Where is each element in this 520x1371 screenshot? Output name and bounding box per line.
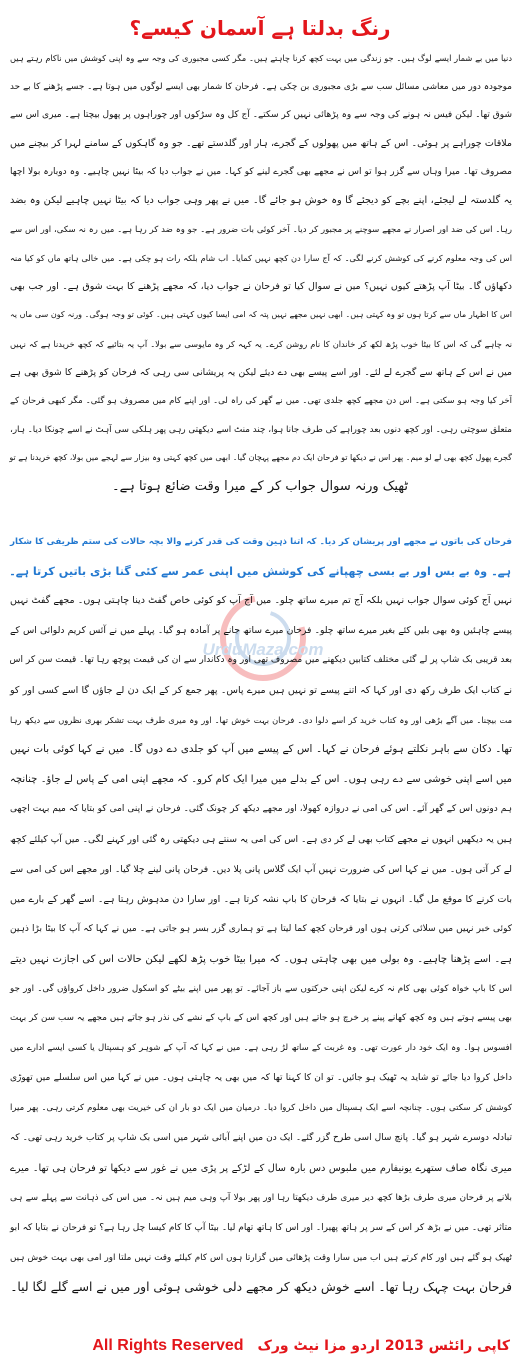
intro-line: میں نے اس کے ہاتھ سے گجرے لے لئے۔ اور اسے پیسے بھی دے دیئے لیکن یہ پریشانی سی رہی کہ فرحان کو پڑھنے کا شوق بھی ہے [10, 366, 512, 378]
intro-line: رہا۔ اس کی ضد اور اصرار نے مجھے سوچنے پر مجبور کر دیا۔ آخر کوئی بات ضرور ہے۔ جو وہ ضد کر رہا ہے۔ میں رہ نہ سکی، اور اس سے [10, 224, 512, 235]
body-line: نے کتاب ایک طرف رکھ دی اور کہا کہ اتنے پیسے تو نہیں ہیں میرے پاس۔ پھر جمع کر کے ایک دن لے جاؤں گا اسے کسی اور کو [10, 684, 512, 696]
body-line: بھی پیسے ہوتے ہیں وہ کچھ کھانے پینے پر خرچ ہو جاتے ہیں اور کچھ اس کے باپ کے نشے کی نذر ہو جاتے ہیں مجھے یہ سب سن کر بہت [10, 1013, 512, 1024]
body-line: داخل کروا دیا جائے تو شاید یہ ٹھیک ہو جائیں۔ تو ان کا کہنا تھا کہ میں بھی یہ چاہتی ہوں۔ میں نے کہا میں اس سلسلے میں تھوڑی [10, 1073, 512, 1084]
intro-line: اس کا اظہار ماں سے کرتا ہوں تو وہ کہتی ہیں۔ ابھی نہیں مجھے نہیں پتہ کہ امی ایسا کیوں کہتی ہیں۔ کوئی تو وجہ ہوگی۔ ورنہ کون سی ماں یہ [10, 310, 512, 320]
intro-line: گجرے پھول کچھ بھی لے لو میم۔ پھر اس نے دیکھا تو فرحان ایک دم مجھے پہچان گیا۔ ابھی میں کچھ کہتی وہ بیزار سے لہجے میں بولا، کچھ خریدنا ہے تو [9, 453, 512, 463]
body-line: لے کر آتی ہوں۔ میں نے کہا اس کی ضرورت نہیں آپ ایک گلاس پانی پلا دیں۔ فرحان پانی لینے چلا گیا۔ اور مجھے اس کی امی سے [10, 864, 512, 876]
body-line: ہم دونوں اس کے گھر آئے۔ اس کی امی نے دروازہ کھولا، اور مجھے دیکھ کر چونک گئی۔ فرحان نے اپنی امی کو بتایا کہ میم بہت اچھی [10, 804, 512, 815]
body-line: ٹھیک ہو گئے ہیں اور کام کرتے ہیں اب میں سارا وقت پڑھائی میں گزارتا ہوں اس کام کیلئے وقت نہیں ملتا اور امی بھی بہت خوش ہیں [10, 1252, 512, 1263]
highlighted-quote [8, 528, 512, 586]
body-line: ہیں یہ دیکھیں انہوں نے مجھے کتاب بھی لے کر دی ہے۔ اس کی امی یہ سنتے ہی دیکھتی رہ گئی اور کہنے لگی۔ میں آپ کیلئے کچھ [10, 834, 512, 846]
body-line: کوشش کر سکتی ہوں۔ چنانچہ اسے ایک ہسپتال میں داخل کروا دیا۔ درمیان میں ایک دو بار ان کی خیریت بھی معلوم کرتی رہی۔ پھر میرا [10, 1103, 512, 1114]
intro-line: موجودہ دور میں معاشی مسائل سب سے بڑی مجبوری بن چکی ہے۔ فرحان کا شمار بھی ایسے لوگوں میں ہوتا ہے۔ جسے پڑھنے کا بے حد [10, 81, 512, 92]
body-line: بعد قریبی بک شاپ پر لے گئی مختلف کتابیں دیکھنے میں مصروف تھی اور وہ دکاندار سے ان کی قیمت پوچھ رہا تھا۔ قیمت سن کر اس [9, 654, 512, 665]
intro-line: شوق تھا۔ لیکن فیس نہ ہونے کی وجہ سے وہ پڑھائی نہیں کر سکتے۔ آج کل وہ سڑکوں اور چوراہوں پر پھول بیچتا ہے۔ میری اس سے [10, 110, 512, 121]
body-line: تبادلہ دوسرے شہر ہو گیا۔ پانچ سال اسی طرح گزر گئے۔ ایک دن میں اپنے آبائی شہر میں اسی بک شاپ پر کتاب خرید رہی تھی۔ کہ [10, 1133, 512, 1144]
intro-line: متعلق سوچتی رہی۔ اور کچھ دنوں بعد چوراہے کی طرف جانا ہوا، چند منٹ اسے دیکھتی رہی پھر ہلکی سی آہٹ نے اسے چونکا دیا۔ ہار، [10, 424, 512, 435]
body-line: فرحان بہت چہک رہا تھا۔ اسے خوش دیکھ کر مجھے دلی خوشی ہوئی اور میں نے اسے گلے لگا لیا۔ [10, 1280, 512, 1295]
intro-line: دنیا میں بے شمار ایسے لوگ ہیں۔ جو زندگی میں بہت کچھ کرنا چاہتے ہیں۔ مگر کسی مجبوری کی وجہ سے وہ اپنی کوشش میں ناکام رہتے ہیں [10, 53, 512, 63]
body-line: بلانے پر فرحان میری طرف بڑھا کچھ دیر میری طرف دیکھتا رہا اور پھر بولا آپ وہی میم ہیں نہ۔ میں اس کی ذہانت سے پہلے سے ہی [10, 1192, 512, 1203]
copyright-footer [0, 1330, 520, 1362]
body-line: نہیں آج کوئی سوال جواب نہیں بلکہ آج تم میرے ساتھ چلو۔ میں آج آپ کو کوئی خاص گفٹ دینا چاہتی ہوں۔ مجھے گفٹ نہیں [10, 595, 512, 606]
body-line: کوئی خبر نہیں میں سلائی کرتی ہوں اور فرحان کچھ کما لیتا ہے تو ہماری گزر بسر ہو جاتی ہے۔ میں نے کہا کہ آپ کا بیٹا بڑا ذہین [10, 923, 512, 934]
body-line: پیسے چاہئیں وہ بھی بلیں کئے بغیر میرے ساتھ چلو۔ فرحان میرے ساتھ جانے پر آمادہ ہو گیا۔ پہلے میں نے آئس کریم دلوائی اس کے [10, 624, 512, 636]
intro-line: ٹھیک ورنہ سوال جواب کر کے میرا وقت ضائع ہوتا ہے۔ [112, 478, 408, 494]
intro-line: یہ گلدستہ لے لیجئے، اپنے بچے کو دیجئے گا وہ خوش ہو جائے گا۔ میں نے پھر وہی جواب دیا کہ بیٹا نہیں چاہیے لیکن وہ بضد [10, 194, 512, 206]
body-line: تھا۔ دکان سے باہر نکلتے ہوئے فرحان نے کہا۔ اس کے پیسے میں آپ کو جلدی دے دوں گا۔ میں نے کہا کوئی بات نہیں [10, 743, 512, 756]
intro-line: اس کی وجہ معلوم کرنے کی کوشش کرنے لگی۔ کہ آج سارا دن کچھ نہیں کمایا۔ اب شام بلکہ رات ہو چکی ہے۔ میں خالی ہاتھ ماں کو کیا منہ [10, 253, 512, 264]
body-line: افسوس ہوا۔ وہ ایک خود دار عورت تھی۔ وہ غربت کے ساتھ لڑ رہی ہے۔ میں نے کہا کہ آپ کے شوہر کو ہسپتال یا کسی ایسے ادارے میں [10, 1043, 512, 1054]
quote-line: فرحان کی باتوں نے مجھے اور پریشان کر دیا۔ کہ اتنا ذہین وقت کی قدر کرنے والا بچہ حالات کی ستم ظریفی کا شکار [10, 537, 512, 547]
body-line: مت بیچنا۔ میں آگے بڑھی اور وہ کتاب خرید کر اسے دلوا دی۔ فرحان بہت خوش تھا۔ اور وہ میری طرف بہت تشکر بھری نظروں سے دیکھ رہا [10, 714, 512, 725]
article-body [8, 586, 512, 1303]
quote-line: ہے۔ وہ بے بس اور بے بسی چھپانے کی کوشش میں اپنی عمر سے کئی گنا بڑی باتیں کرتا ہے۔ [9, 565, 511, 578]
body-line: میں اسے اپنی خوشی سے دے رہی ہوں۔ اس کے بدلے میں میرا ایک کام کرو۔ کہ مجھے اپنی امی کے پاس لے جاؤ۔ چنانچہ [10, 774, 512, 786]
rights-reserved-text: All Rights Reserved [92, 1337, 244, 1354]
article-title: رنگ بدلتا ہے آسمان کیسے؟ [129, 16, 391, 40]
body-line: بات کرنے کا موقع مل گیا۔ انہوں نے بتایا کہ فرحان کا باپ نشہ کرتا ہے۔ اور سارا دن مدہوش رہتا ہے۔ اسے گھر کے بارے میں [10, 893, 512, 905]
body-line: اس کا باپ خواہ کوئی بھی کام نہ کرے لیکن اپنی حرکتوں سے باز آجائے۔ تو پھر میں اپنے بیٹے کو اسکول ضرور داخل کرواؤں گی۔ اور جو [10, 983, 512, 994]
intro-line: نہ چاہے گی کہ اس کا بیٹا خوب پڑھ لکھ کر خاندان کا نام روشن کرے۔ یہ کہہ کر وہ مایوسی سے بولا۔ آپ یہ بتائیے کہ کچھ خریدنا ہے کہ نہیں [10, 338, 512, 349]
body-line: میری نگاہ صاف ستھرے یونیفارم میں ملبوس دس بارہ سال کے لڑکے پر پڑی میں نے غور سے دیکھا تو فرحان ہی تھا۔ میرے [10, 1162, 512, 1174]
copyright-text: کاپی رائٹس 2013 اردو مزا نیٹ ورک [257, 1338, 510, 1354]
intro-line: ملاقات چوراہے پر ہوئی۔ اس کے ہاتھ میں پھولوں کے گجرے، ہار اور گلدستے تھے۔ جو وہ گاہکوں کے سامنے لہرا کر بیچنے میں [10, 137, 512, 149]
body-line: متاثر تھی۔ میں نے بڑھ کر اس کے سر پر ہاتھ پھیرا۔ اور اس کا ہاتھ تھام لیا۔ بیٹا آپ کا کام کیسا چل رہا ہے؟ تو فرحان نے بتایا کہ ابو [10, 1222, 512, 1233]
intro-line: آخر کیا وجہ ہو سکتی ہے۔ اس دن مجھے کچھ جلدی تھی۔ میں نے گھر کی راہ لی۔ اور اپنے کام میں مصروف ہو گئی۔ مگر کبھی فرحان کے [10, 396, 512, 407]
intro-line: دکھاؤں گا۔ بیٹا آپ پڑھتے کیوں نہیں؟ میں نے سوال کیا تو فرحان نے جواب دیا، کہ مجھے پڑھنے کا بہت شوق ہے۔ اور جب بھی [10, 280, 512, 292]
article-intro [8, 44, 512, 502]
body-line: ہے۔ اسے پڑھنا چاہیے۔ وہ بولی میں بھی چاہتی ہوں۔ کہ میرا بیٹا خوب پڑھ لکھے لیکن حالات اس کی اجازت نہیں دیتے [10, 953, 512, 965]
watermark-text: UrduMaza.com [202, 640, 324, 659]
intro-line: مصروف تھا۔ میرا وہاں سے گزر ہوا تو اس نے مجھے بھی گجرے لینے کو کہا۔ میں نے جواب دیا کہ بیٹا نہیں چاہیے۔ وہ دوبارہ بولا اچھا [10, 167, 512, 178]
